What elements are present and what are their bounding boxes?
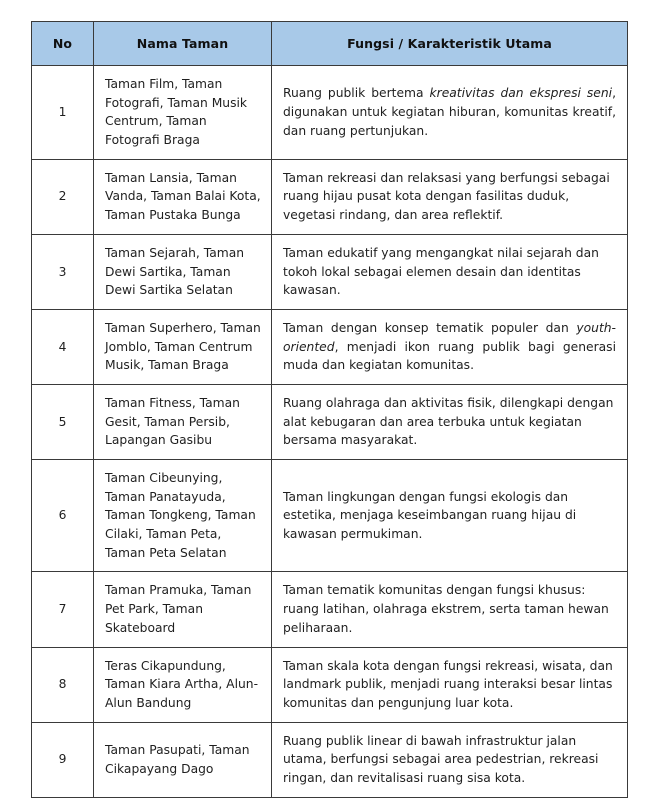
description-text: Ruang olahraga dan aktivitas fisik, dilengkapi dengan alat kebugaran dan area terbuka untuk kegiatan bersama masyarakat. [283, 395, 614, 448]
cell-park-names: Taman Pasupati, Taman Cikapayang Dago [94, 722, 272, 797]
cell-row-number: 6 [32, 460, 94, 572]
table-row [32, 572, 628, 647]
table-row [32, 460, 628, 572]
description-text: Taman rekreasi dan relaksasi yang berfungsi sebagai ruang hijau pusat kota dengan fasilitas duduk, vegetasi rindang, dan area reflektif. [283, 170, 610, 223]
table-row [32, 66, 628, 160]
cell-function-description [272, 647, 628, 722]
table-row [32, 234, 628, 309]
column-header-name: Nama Taman [94, 22, 272, 66]
cell-row-number: 7 [32, 572, 94, 647]
cell-function-description [272, 66, 628, 160]
cell-row-number: 5 [32, 384, 94, 459]
cell-park-names: Taman Film, Taman Fotografi, Taman Musik Centrum, Taman Fotografi Braga [94, 66, 272, 160]
description-text: Taman edukatif yang mengangkat nilai sejarah dan tokoh lokal sebagai elemen desain dan identitas kawasan. [283, 245, 599, 298]
cell-park-names: Taman Cibeunying, Taman Panatayuda, Taman Tongkeng, Taman Cilaki, Taman Peta, Taman Peta Selatan [94, 460, 272, 572]
description-text: , menjadi ikon ruang publik bagi generasi muda dan kegiatan komunitas. [283, 339, 616, 373]
cell-function-description [272, 159, 628, 234]
column-header-no: No [32, 22, 94, 66]
park-table-container [31, 21, 627, 798]
cell-park-names: Taman Superhero, Taman Jomblo, Taman Centrum Musik, Taman Braga [94, 309, 272, 384]
cell-row-number: 9 [32, 722, 94, 797]
table-row [32, 722, 628, 797]
table-body [32, 66, 628, 798]
cell-park-names: Taman Pramuka, Taman Pet Park, Taman Skateboard [94, 572, 272, 647]
description-text: Taman skala kota dengan fungsi rekreasi, wisata, dan landmark publik, menjadi ruang interaksi besar lintas komunitas dan pengunjung luar kota. [283, 658, 613, 710]
table-header-row [32, 22, 628, 66]
park-function-table [31, 21, 628, 798]
table-row [32, 647, 628, 722]
cell-row-number: 3 [32, 234, 94, 309]
cell-function-description [272, 234, 628, 309]
description-text: Taman tematik komunitas dengan fungsi khusus: ruang latihan, olahraga ekstrem, serta taman hewan peliharaan. [283, 583, 609, 635]
column-header-func: Fungsi / Karakteristik Utama [272, 22, 628, 66]
cell-row-number: 1 [32, 66, 94, 160]
cell-function-description [272, 384, 628, 459]
cell-function-description [272, 460, 628, 572]
cell-park-names: Teras Cikapundung, Taman Kiara Artha, Alun-Alun Bandung [94, 647, 272, 722]
cell-park-names: Taman Sejarah, Taman Dewi Sartika, Taman Dewi Sartika Selatan [94, 234, 272, 309]
description-text: Taman dengan konsep tematik populer dan [283, 320, 577, 335]
cell-function-description [272, 722, 628, 797]
table-row [32, 309, 628, 384]
cell-park-names: Taman Lansia, Taman Vanda, Taman Balai Kota, Taman Pustaka Bunga [94, 159, 272, 234]
table-header [32, 22, 628, 66]
description-text: , digunakan untuk kegiatan hiburan, komunitas kreatif, dan ruang pertunjukan. [283, 86, 616, 138]
emphasised-phrase: kreativitas dan ekspresi seni [429, 86, 613, 101]
description-text: Ruang publik bertema [283, 86, 430, 101]
table-row [32, 159, 628, 234]
emphasised-phrase: youth-oriented [283, 320, 616, 354]
cell-row-number: 8 [32, 647, 94, 722]
cell-function-description [272, 309, 628, 384]
cell-row-number: 4 [32, 309, 94, 384]
cell-park-names: Taman Fitness, Taman Gesit, Taman Persib, Lapangan Gasibu [94, 384, 272, 459]
description-text: Taman lingkungan dengan fungsi ekologis dan estetika, menjaga keseimbangan ruang hijau di kawasan permukiman. [283, 489, 577, 542]
cell-function-description [272, 572, 628, 647]
cell-row-number: 2 [32, 159, 94, 234]
description-text: Ruang publik linear di bawah infrastruktur jalan utama, berfungsi sebagai area pedestrian, rekreasi ringan, dan revitalisasi ruang sisa kota. [283, 733, 599, 785]
table-row [32, 384, 628, 459]
